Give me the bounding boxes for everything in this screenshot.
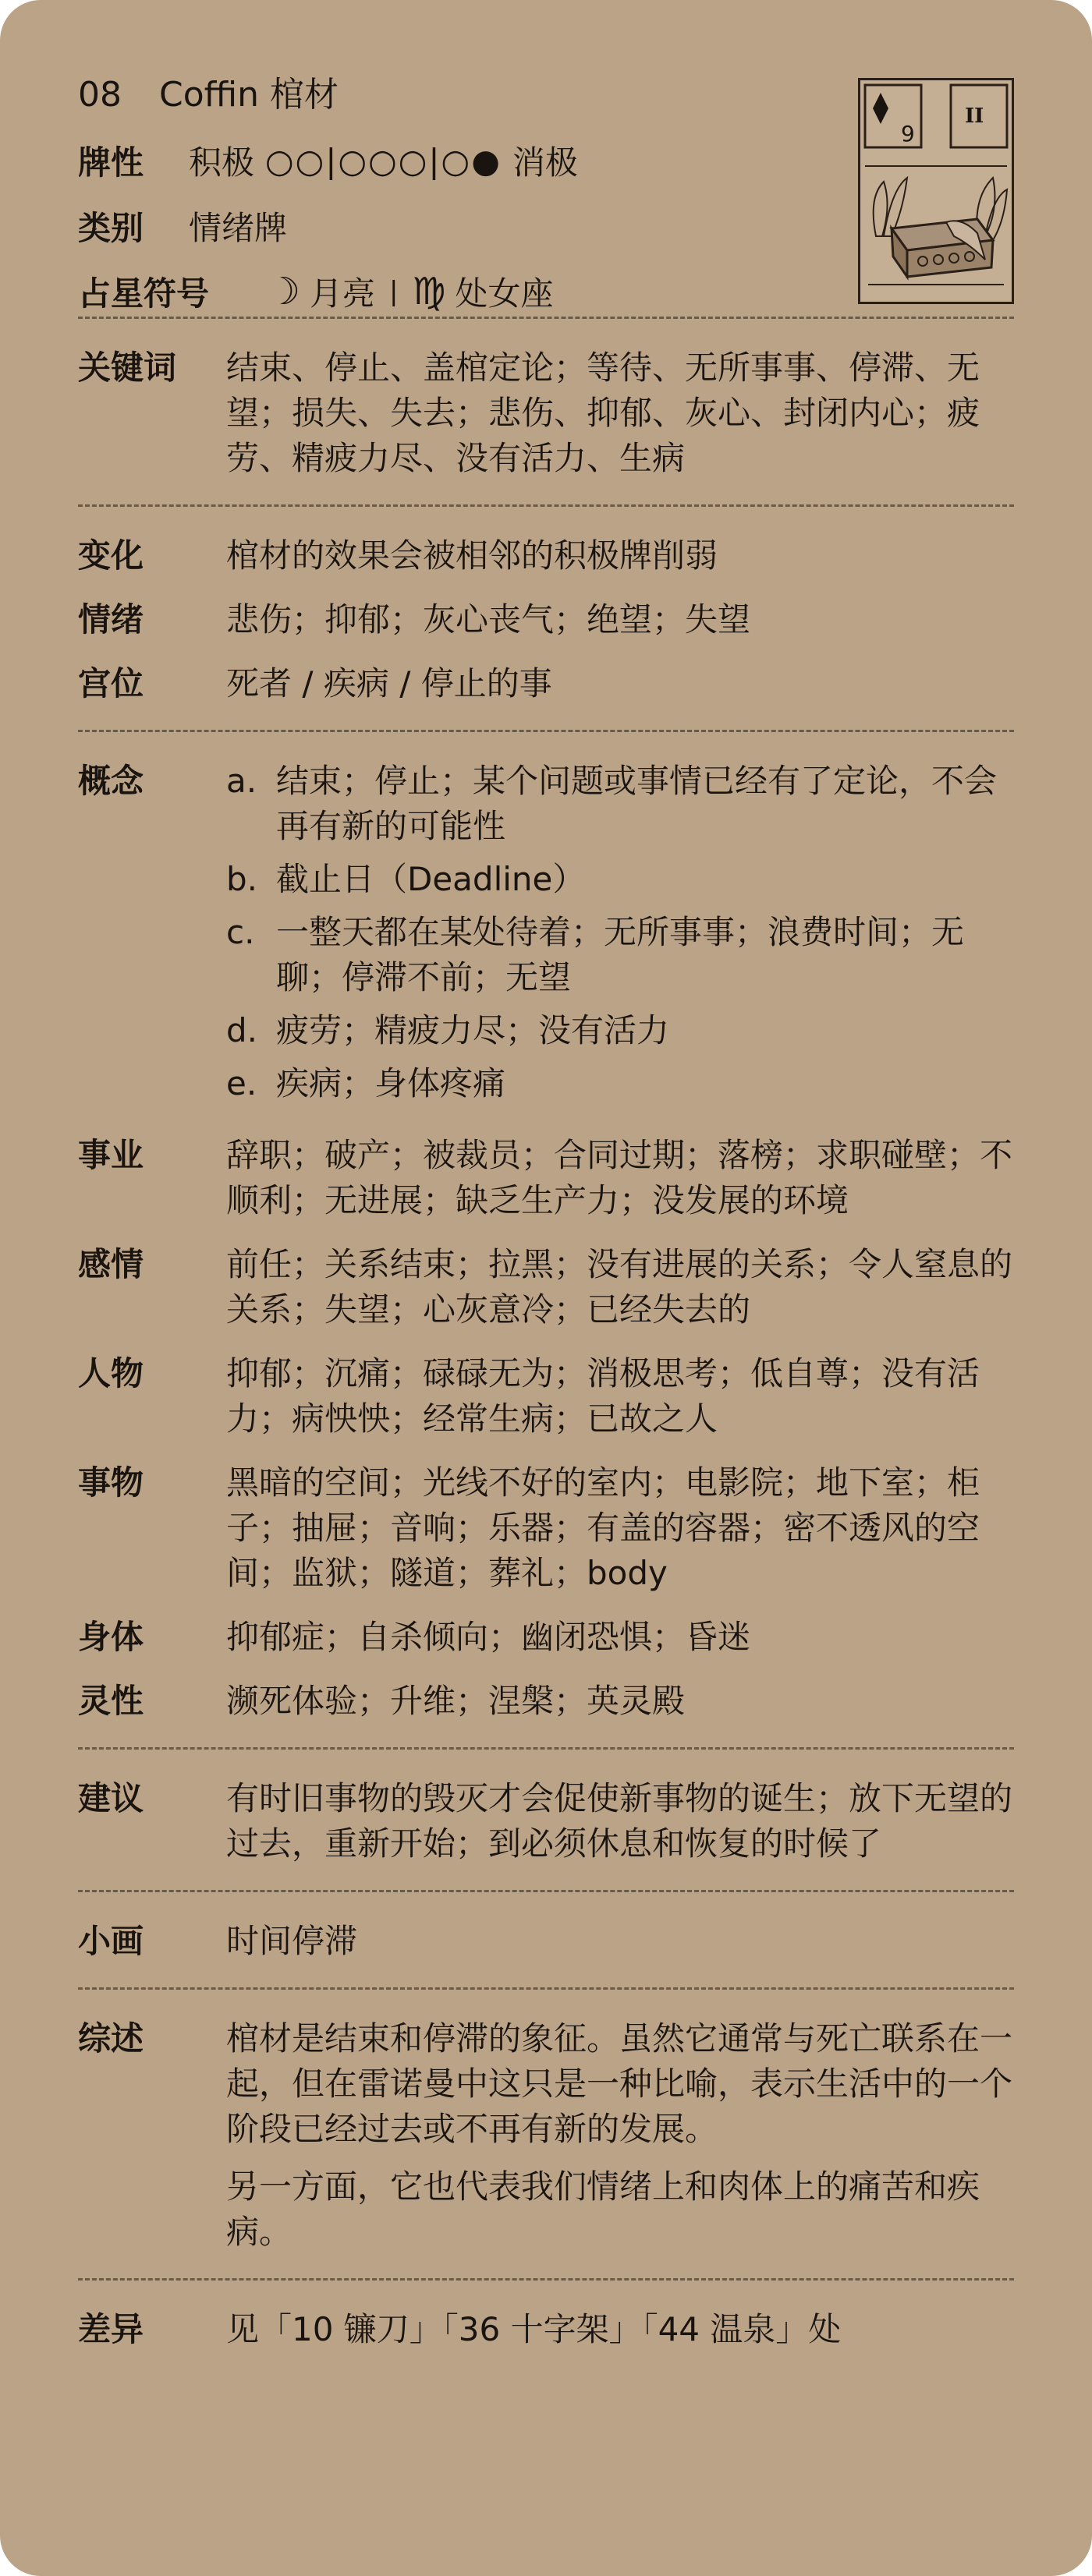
concept-letter: e. <box>226 1064 257 1102</box>
small-picture-label: 小画 <box>78 1922 144 1960</box>
concept-text: 截止日（Deadline） <box>276 860 586 898</box>
keywords-section <box>78 319 1014 504</box>
mini-card-roman: II <box>965 104 984 128</box>
concept-letter: c. <box>226 913 255 951</box>
summary-text <box>226 2016 1014 2255</box>
concept-item <box>226 1061 1014 1106</box>
attributes-section <box>78 507 1014 730</box>
header <box>78 62 1014 317</box>
advice-label: 建议 <box>78 1779 144 1817</box>
concept-letter: b. <box>226 860 258 898</box>
virgo-icon: ♍ <box>412 270 446 313</box>
coffin-illustration <box>860 80 1012 302</box>
astrology-label: 占星符号 <box>78 274 210 313</box>
concept-letter: a. <box>226 762 257 800</box>
emotion-value: 悲伤；抑郁；灰心丧气；绝望；失望 <box>226 600 751 639</box>
house-value: 死者 / 疾病 / 停止的事 <box>226 664 552 702</box>
card-illustration <box>858 78 1014 304</box>
things-label: 事物 <box>78 1463 144 1502</box>
concept-letter: d. <box>226 1011 258 1049</box>
mini-card-number: 9 <box>901 121 915 147</box>
summary-section <box>78 1990 1014 2278</box>
career-label: 事业 <box>78 1136 144 1174</box>
astrology-separator: | <box>389 276 399 307</box>
difference-value: 见「10 镰刀」「36 十字架」「44 温泉」处 <box>226 2310 842 2348</box>
person-value: 抑郁；沉痛；碌碌无为；消极思考；低自尊；没有活力；病怏怏；经常生病；已故之人 <box>226 1354 980 1438</box>
body-value: 抑郁症；自杀倾向；幽闭恐惧；昏迷 <box>226 1618 751 1656</box>
card-number: 08 <box>78 75 122 115</box>
polarity-scale: ○○|○○○|○● <box>265 141 502 180</box>
small-picture-section <box>78 1892 1014 1987</box>
career-value: 辞职；破产；被裁员；合同过期；落榜；求职碰壁；不顺利；无进展；缺乏生产力；没发展的环境 <box>226 1136 1013 1219</box>
keywords-label: 关键词 <box>78 349 177 387</box>
concept-list <box>226 759 1014 1114</box>
body-label: 身体 <box>78 1618 144 1656</box>
spirit-value: 濒死体验；升维；涅槃；英灵殿 <box>226 1682 686 1720</box>
moon-text: 月亮 <box>310 274 376 313</box>
summary-label: 综述 <box>78 2019 144 2058</box>
meanings-section <box>78 732 1014 1747</box>
change-value: 棺材的效果会被相邻的积极牌削弱 <box>226 536 718 575</box>
spirit-label: 灵性 <box>78 1682 144 1720</box>
change-label: 变化 <box>78 536 144 575</box>
concept-text: 结束；停止；某个问题或事情已经有了定论，不会再有新的可能性 <box>276 762 998 845</box>
emotion-label: 情绪 <box>78 600 144 639</box>
love-value: 前任；关系结束；拉黑；没有进展的关系；令人窒息的关系；失望；心灰意冷；已经失去的 <box>226 1245 1013 1329</box>
category-value: 情绪牌 <box>189 209 288 247</box>
card-name: Coffin 棺材 <box>159 75 339 115</box>
concept-text: 疲劳；精疲力尽；没有活力 <box>276 1011 670 1049</box>
concept-text: 一整天都在某处待着；无所事事；浪费时间；无聊；停滞不前；无望 <box>276 913 965 996</box>
polarity-label: 牌性 <box>78 143 144 182</box>
advice-section <box>78 1750 1014 1890</box>
person-label: 人物 <box>78 1354 144 1392</box>
concept-text: 疾病；身体疼痛 <box>276 1064 506 1102</box>
things-value: 黑暗的空间；光线不好的室内；电影院；地下室；柜子；抽屉；音响；乐器；有盖的容器；密不透风的空间；监狱；隧道；葬礼；body <box>226 1463 980 1592</box>
summary-paragraph: 另一方面，它也代表我们情绪上和肉体上的痛苦和疾病。 <box>226 2167 980 2251</box>
keywords-value: 结束、停止、盖棺定论；等待、无所事事、停滞、无望；损失、失去；悲伤、抑郁、灰心、封闭内心；疲劳、精疲力尽、没有活力、生病 <box>226 349 980 477</box>
house-label: 宫位 <box>78 664 144 702</box>
moon-icon: ☽ <box>267 270 301 313</box>
concept-item <box>226 1008 1014 1053</box>
difference-section <box>78 2281 1014 2376</box>
concept-item <box>226 857 1014 902</box>
small-picture-value: 时间停滞 <box>226 1922 358 1960</box>
virgo-text: 处女座 <box>455 274 554 313</box>
category-label: 类别 <box>78 209 144 247</box>
concept-label: 概念 <box>78 762 144 800</box>
difference-label: 差异 <box>78 2310 144 2348</box>
concept-item <box>226 759 1014 849</box>
summary-paragraph: 棺材是结束和停滞的象征。虽然它通常与死亡联系在一起，但在雷诺曼中这只是一种比喻，表示生活中的一个阶段已经过去或不再有新的发展。 <box>226 2019 1013 2148</box>
concept-item <box>226 910 1014 1000</box>
love-label: 感情 <box>78 1245 144 1283</box>
polarity-positive: 积极 <box>189 143 255 182</box>
advice-value: 有时旧事物的毁灭才会促使新事物的诞生；放下无望的过去，重新开始；到必须休息和恢复的时候了 <box>226 1779 1013 1863</box>
diamond-icon <box>873 93 888 124</box>
polarity-negative: 消极 <box>512 143 578 182</box>
